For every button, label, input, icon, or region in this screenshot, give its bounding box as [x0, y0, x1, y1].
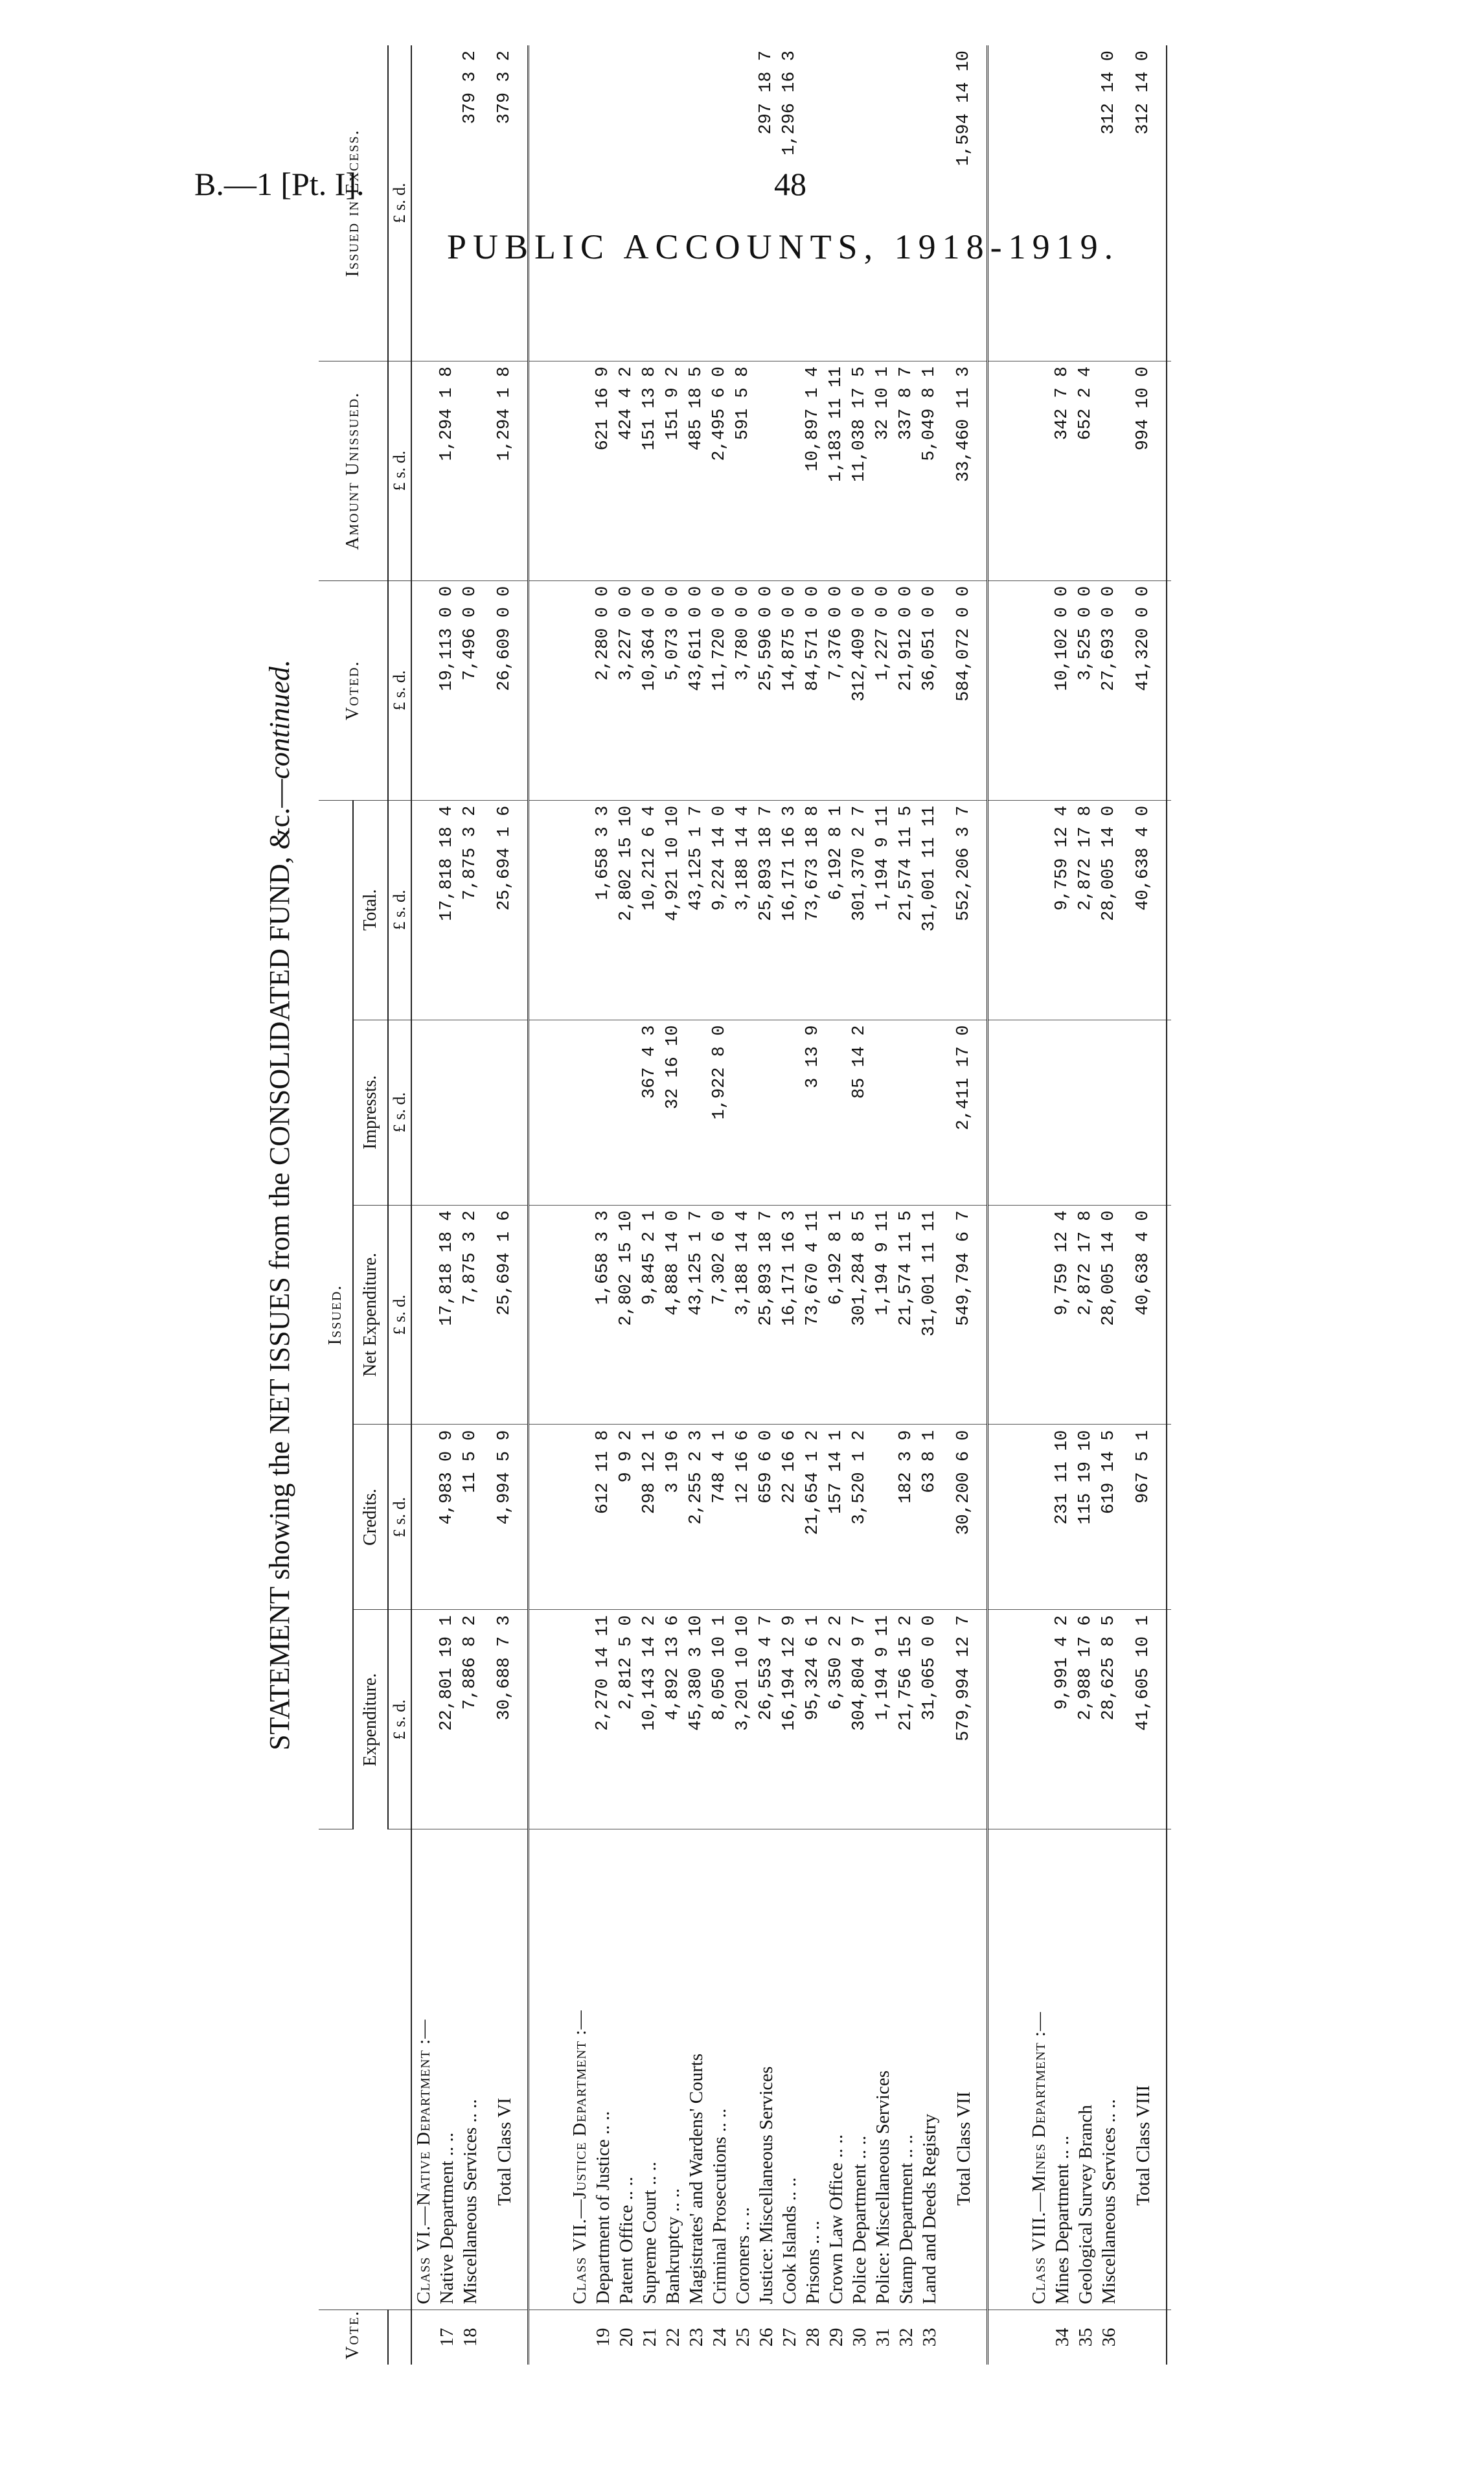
vote-number: 30: [849, 2328, 870, 2347]
class-vi-body: [411, 45, 529, 2365]
vote-row: [708, 45, 731, 2365]
expenditure-cell: 4,892 13 6: [661, 1610, 685, 1829]
vote-number: 36: [1098, 2328, 1119, 2347]
voted-cell: 1,227 0 0: [871, 580, 895, 800]
class-total-label: Total Class VII: [941, 1829, 988, 2309]
vote-row: [435, 45, 459, 2365]
vote-number: 19: [592, 2328, 613, 2347]
excess-cell: [1074, 45, 1097, 361]
voted-cell: 25,596 0 0: [755, 580, 778, 800]
voted-cell: 3,780 0 0: [731, 580, 755, 800]
net-expenditure-cell: 28,005 14 0: [1097, 1205, 1121, 1425]
credits-cell: 30,200 6 0: [941, 1425, 988, 1610]
net-expenditure-cell: 9,759 12 4: [1051, 1205, 1074, 1425]
vote-cell: [411, 2309, 435, 2365]
impressts-cell: 1,922 8 0: [708, 1020, 731, 1205]
net-expenditure-cell: 25,893 18 7: [755, 1205, 778, 1425]
net-expenditure-cell: 3,188 14 4: [731, 1205, 755, 1425]
expenditure-header: Expenditure.: [353, 1610, 388, 1829]
issued-header: Issued.: [319, 800, 353, 1829]
voted-cell: 14,875 0 0: [778, 580, 801, 800]
credits-cell: 3,520 1 2: [848, 1425, 871, 1610]
total-cell: 552,206 3 7: [941, 800, 988, 1020]
spacer-row: [988, 45, 1028, 2365]
class-heading: Class VII.—Justice Department :—: [568, 1829, 591, 2309]
vote-row: [661, 45, 685, 2365]
service-name: Native Department .. ..: [435, 1829, 459, 2309]
class-heading-row: [411, 45, 435, 2365]
credits-cell: 4,994 5 9: [482, 1425, 529, 1610]
units-cell: £ s. d.: [388, 1425, 411, 1610]
total-cell: 301,370 2 7: [848, 800, 871, 1020]
units-cell: £ s. d.: [388, 1610, 411, 1829]
total-cell: 10,212 6 4: [638, 800, 661, 1020]
voted-cell: 11,720 0 0: [708, 580, 731, 800]
vote-number: 20: [615, 2328, 637, 2347]
total-cell: 17,818 18 4: [435, 800, 459, 1020]
unissued-cell: 337 8 7: [895, 361, 918, 580]
vote-row: [1097, 45, 1121, 2365]
net-expenditure-cell: 40,638 4 0: [1121, 1205, 1167, 1425]
service-name: Mines Department .. ..: [1051, 1829, 1074, 2309]
vote-row: [638, 45, 661, 2365]
net-expenditure-cell: 7,302 6 0: [708, 1205, 731, 1425]
unissued-cell: 424 4 2: [615, 361, 638, 580]
voted-cell: 27,693 0 0: [1097, 580, 1121, 800]
net-expenditure-cell: 1,194 9 11: [871, 1205, 895, 1425]
service-name: Patent Office .. ..: [615, 1829, 638, 2309]
expenditure-cell: 22,801 19 1: [435, 1610, 459, 1829]
credits-cell: 9 9 2: [615, 1425, 638, 1610]
unissued-cell: [1097, 361, 1121, 580]
excess-cell: 312 14 0: [1097, 45, 1121, 361]
units-cell: £ s. d.: [388, 1020, 411, 1205]
net-expenditure-cell: 43,125 1 7: [685, 1205, 708, 1425]
service-name: Magistrates' and Wardens' Courts: [685, 1829, 708, 2309]
vote-number: 28: [802, 2328, 823, 2347]
excess-cell: 379 3 2: [459, 45, 482, 361]
voted-cell: 19,113 0 0: [435, 580, 459, 800]
unissued-cell: 10,897 1 4: [801, 361, 825, 580]
net-issues-table: [319, 45, 1171, 2365]
voted-cell: 5,073 0 0: [661, 580, 685, 800]
voted-cell: 584,072 0 0: [941, 580, 988, 800]
total-cell: 40,638 4 0: [1121, 800, 1167, 1020]
unissued-cell: [755, 361, 778, 580]
expenditure-cell: 2,270 14 11: [591, 1610, 615, 1829]
expenditure-cell: 31,065 0 0: [918, 1610, 941, 1829]
vote-number: 35: [1075, 2328, 1096, 2347]
net-expenditure-header: Net Expenditure.: [353, 1205, 388, 1425]
impressts-cell: 2,411 17 0: [941, 1020, 988, 1205]
net-expenditure-cell: 549,794 6 7: [941, 1205, 988, 1425]
voted-cell: 7,496 0 0: [459, 580, 482, 800]
expenditure-cell: 6,350 2 2: [825, 1610, 848, 1829]
class-total-row: [941, 45, 988, 2365]
expenditure-cell: 45,380 3 10: [685, 1610, 708, 1829]
total-cell: 9,759 12 4: [1051, 800, 1074, 1020]
service-name: Police Department .. ..: [848, 1829, 871, 2309]
vote-number: 17: [436, 2328, 457, 2347]
excess-cell: [591, 45, 615, 361]
total-cell: 2,872 17 8: [1074, 800, 1097, 1020]
vote-row: [895, 45, 918, 2365]
excess-cell: [895, 45, 918, 361]
vote-cell: [941, 2309, 988, 2365]
expenditure-cell: 95,324 6 1: [801, 1610, 825, 1829]
vote-row: [615, 45, 638, 2365]
expenditure-cell: 41,605 10 1: [1121, 1610, 1167, 1829]
net-expenditure-cell: 301,284 8 5: [848, 1205, 871, 1425]
service-name: Justice: Miscellaneous Services: [755, 1829, 778, 2309]
impressts-cell: [685, 1020, 708, 1205]
unissued-cell: 1,294 1 8: [482, 361, 529, 580]
class-heading-row: [1027, 45, 1051, 2365]
voted-cell: 3,227 0 0: [615, 580, 638, 800]
excess-cell: [661, 45, 685, 361]
service-name: Department of Justice .. ..: [591, 1829, 615, 2309]
voted-cell: 10,364 0 0: [638, 580, 661, 800]
excess-cell: [638, 45, 661, 361]
impressts-cell: [731, 1020, 755, 1205]
credits-cell: 11 5 0: [459, 1425, 482, 1610]
spacer-row: [529, 45, 569, 2365]
vote-row: [778, 45, 801, 2365]
page-number: 48: [774, 166, 806, 202]
total-cell: 31,001 11 11: [918, 800, 941, 1020]
vote-cell: [568, 2309, 591, 2365]
impressts-cell: [459, 1020, 482, 1205]
voted-cell: 21,912 0 0: [895, 580, 918, 800]
impressts-cell: 85 14 2: [848, 1020, 871, 1205]
credits-cell: 748 4 1: [708, 1425, 731, 1610]
vote-cell: [1121, 2309, 1167, 2365]
expenditure-cell: 26,553 4 7: [755, 1610, 778, 1829]
unissued-cell: 1,183 11 11: [825, 361, 848, 580]
credits-cell: 22 16 6: [778, 1425, 801, 1610]
units-cell: [388, 2309, 411, 2365]
voted-cell: 7,376 0 0: [825, 580, 848, 800]
service-name: Supreme Court .. ..: [638, 1829, 661, 2309]
unissued-cell: 1,294 1 8: [435, 361, 459, 580]
expenditure-cell: 2,988 17 6: [1074, 1610, 1097, 1829]
issued-in-excess-header: Issued in Excess.: [319, 45, 388, 361]
credits-cell: 659 6 0: [755, 1425, 778, 1610]
units-cell: £ s. d.: [388, 361, 411, 580]
expenditure-cell: 579,994 12 7: [941, 1610, 988, 1829]
vote-cell: [482, 2309, 529, 2365]
credits-cell: 612 11 8: [591, 1425, 615, 1610]
vote-row: [825, 45, 848, 2365]
excess-cell: [615, 45, 638, 361]
expenditure-cell: 304,804 9 7: [848, 1610, 871, 1829]
class-total-label: Total Class VI: [482, 1829, 529, 2309]
credits-cell: 4,983 0 9: [435, 1425, 459, 1610]
service-name: Bankruptcy .. ..: [661, 1829, 685, 2309]
credits-cell: 12 16 6: [731, 1425, 755, 1610]
net-expenditure-cell: 16,171 16 3: [778, 1205, 801, 1425]
credits-header: Credits.: [353, 1425, 388, 1610]
voted-cell: 26,609 0 0: [482, 580, 529, 800]
net-expenditure-cell: 6,192 8 1: [825, 1205, 848, 1425]
credits-cell: 63 8 1: [918, 1425, 941, 1610]
impressts-cell: [825, 1020, 848, 1205]
impressts-cell: 367 4 3: [638, 1020, 661, 1205]
excess-cell: 1,296 16 3: [778, 45, 801, 361]
credits-cell: 298 12 1: [638, 1425, 661, 1610]
service-name: Police: Miscellaneous Services: [871, 1829, 895, 2309]
credits-cell: 115 19 10: [1074, 1425, 1097, 1610]
impressts-cell: [918, 1020, 941, 1205]
net-expenditure-cell: 25,694 1 6: [482, 1205, 529, 1425]
units-cell: £ s. d.: [388, 580, 411, 800]
vote-row: [1051, 45, 1074, 2365]
excess-cell: [918, 45, 941, 361]
credits-cell: 967 5 1: [1121, 1425, 1167, 1610]
voted-cell: 312,409 0 0: [848, 580, 871, 800]
voted-cell: 2,280 0 0: [591, 580, 615, 800]
unissued-cell: 11,038 17 5: [848, 361, 871, 580]
excess-cell: [685, 45, 708, 361]
vote-number: 34: [1051, 2328, 1073, 2347]
vote-number: 29: [825, 2328, 847, 2347]
vote-number: 22: [662, 2328, 683, 2347]
service-name: Stamp Department .. ..: [895, 1829, 918, 2309]
unissued-cell: 621 16 9: [591, 361, 615, 580]
page-reference: B.—1 [Pt. I].: [194, 166, 365, 202]
impressts-cell: [435, 1020, 459, 1205]
statement-title: [254, 39, 306, 2371]
vote-row: [871, 45, 895, 2365]
vote-row: [848, 45, 871, 2365]
credits-cell: 231 11 10: [1051, 1425, 1074, 1610]
expenditure-cell: 7,886 8 2: [459, 1610, 482, 1829]
service-name: Coroners .. ..: [731, 1829, 755, 2309]
total-cell: 1,658 3 3: [591, 800, 615, 1020]
class-total-row: [1121, 45, 1167, 2365]
vote-row: [1074, 45, 1097, 2365]
excess-cell: 379 3 2: [482, 45, 529, 361]
voted-cell: 41,320 0 0: [1121, 580, 1167, 800]
net-expenditure-cell: 31,001 11 11: [918, 1205, 941, 1425]
net-expenditure-cell: 73,670 4 11: [801, 1205, 825, 1425]
vote-number: 26: [755, 2328, 777, 2347]
total-cell: 2,802 15 10: [615, 800, 638, 1020]
total-cell: 73,673 18 8: [801, 800, 825, 1020]
expenditure-cell: 10,143 14 2: [638, 1610, 661, 1829]
excess-cell: 297 18 7: [755, 45, 778, 361]
service-name: Miscellaneous Services .. ..: [459, 1829, 482, 2309]
vote-number: 23: [685, 2328, 707, 2347]
unissued-cell: 342 7 8: [1051, 361, 1074, 580]
total-cell: 3,188 14 4: [731, 800, 755, 1020]
total-cell: 6,192 8 1: [825, 800, 848, 1020]
voted-cell: 10,102 0 0: [1051, 580, 1074, 800]
unissued-cell: 652 2 4: [1074, 361, 1097, 580]
impressts-cell: 3 13 9: [801, 1020, 825, 1205]
excess-cell: 312 14 0: [1121, 45, 1167, 361]
vote-cell: [1027, 2309, 1051, 2365]
vote-number: 27: [779, 2328, 800, 2347]
net-expenditure-cell: 4,888 14 0: [661, 1205, 685, 1425]
statement-title-continued: continued.: [264, 659, 295, 779]
total-cell: 25,893 18 7: [755, 800, 778, 1020]
service-name: Miscellaneous Services .. ..: [1097, 1829, 1121, 2309]
impressts-header: Impressts.: [353, 1020, 388, 1205]
service-name: Land and Deeds Registry: [918, 1829, 941, 2309]
class-vii-body: [529, 45, 988, 2365]
net-expenditure-cell: 2,872 17 8: [1074, 1205, 1097, 1425]
credits-cell: 157 14 1: [825, 1425, 848, 1610]
net-expenditure-cell: 21,574 11 5: [895, 1205, 918, 1425]
total-cell: 28,005 14 0: [1097, 800, 1121, 1020]
net-expenditure-cell: 17,818 18 4: [435, 1205, 459, 1425]
excess-cell: [801, 45, 825, 361]
voted-header: Voted.: [319, 580, 388, 800]
unissued-cell: 994 10 0: [1121, 361, 1167, 580]
total-cell: 43,125 1 7: [685, 800, 708, 1020]
unissued-cell: 151 13 8: [638, 361, 661, 580]
expenditure-cell: 3,201 10 10: [731, 1610, 755, 1829]
excess-cell: 1,594 14 10: [941, 45, 988, 361]
impressts-cell: [1121, 1020, 1167, 1205]
service-name: Geological Survey Branch: [1074, 1829, 1097, 2309]
vote-row: [755, 45, 778, 2365]
impressts-cell: [778, 1020, 801, 1205]
expenditure-cell: 9,991 4 2: [1051, 1610, 1074, 1829]
vote-header: Vote.: [319, 2309, 388, 2365]
service-name: Cook Islands .. ..: [778, 1829, 801, 2309]
excess-cell: [848, 45, 871, 361]
impressts-cell: [1051, 1020, 1074, 1205]
total-header: Total.: [353, 800, 388, 1020]
units-cell: £ s. d.: [388, 1205, 411, 1425]
amount-unissued-header: Amount Unissued.: [319, 361, 388, 580]
expenditure-cell: 2,812 5 0: [615, 1610, 638, 1829]
unissued-cell: 33,460 11 3: [941, 361, 988, 580]
excess-cell: [731, 45, 755, 361]
vote-row: [801, 45, 825, 2365]
excess-cell: [708, 45, 731, 361]
class-total-row: [482, 45, 529, 2365]
unissued-cell: 485 18 5: [685, 361, 708, 580]
rotated-statement: [254, 39, 1368, 2371]
vote-number: 21: [639, 2328, 660, 2347]
vote-number: 24: [709, 2328, 730, 2347]
class-total-label: Total Class VIII: [1121, 1829, 1167, 2309]
credits-cell: 2,255 2 3: [685, 1425, 708, 1610]
net-expenditure-cell: 2,802 15 10: [615, 1205, 638, 1425]
voted-cell: 3,525 0 0: [1074, 580, 1097, 800]
vote-number: 32: [895, 2328, 917, 2347]
impressts-cell: [591, 1020, 615, 1205]
unissued-cell: 2,495 6 0: [708, 361, 731, 580]
total-cell: 25,694 1 6: [482, 800, 529, 1020]
excess-cell: [1051, 45, 1074, 361]
expenditure-cell: 21,756 15 2: [895, 1610, 918, 1829]
impressts-cell: [871, 1020, 895, 1205]
units-cell: £ s. d.: [388, 800, 411, 1020]
impressts-cell: [482, 1020, 529, 1205]
class-heading: Class VIII.—Mines Department :—: [1027, 1829, 1051, 2309]
vote-row: [731, 45, 755, 2365]
total-cell: 16,171 16 3: [778, 800, 801, 1020]
class-heading-row: [568, 45, 591, 2365]
vote-row: [918, 45, 941, 2365]
statement-title-text: STATEMENT showing the NET ISSUES from the CONSOLIDATED FUND, &c.—: [264, 779, 295, 1750]
total-cell: 1,194 9 11: [871, 800, 895, 1020]
impressts-cell: [1097, 1020, 1121, 1205]
vote-number: 33: [919, 2328, 940, 2347]
credits-cell: [871, 1425, 895, 1610]
total-cell: 9,224 14 0: [708, 800, 731, 1020]
expenditure-cell: 16,194 12 9: [778, 1610, 801, 1829]
expenditure-cell: 1,194 9 11: [871, 1610, 895, 1829]
header-row-top: [319, 45, 353, 2365]
vote-row: [591, 45, 615, 2365]
excess-cell: [435, 45, 459, 361]
vote-number: 31: [872, 2328, 893, 2347]
impressts-cell: [1074, 1020, 1097, 1205]
service-header: [319, 1829, 411, 2309]
vote-number: 18: [459, 2328, 481, 2347]
voted-cell: 43,611 0 0: [685, 580, 708, 800]
credits-cell: 182 3 9: [895, 1425, 918, 1610]
unissued-cell: 32 10 1: [871, 361, 895, 580]
vote-row: [459, 45, 482, 2365]
credits-cell: 3 19 6: [661, 1425, 685, 1610]
vote-number: 25: [732, 2328, 753, 2347]
service-name: Criminal Prosecutions .. ..: [708, 1829, 731, 2309]
units-cell: £ s. d.: [388, 45, 411, 361]
credits-cell: 21,654 1 2: [801, 1425, 825, 1610]
unissued-cell: 151 9 2: [661, 361, 685, 580]
voted-cell: 84,571 0 0: [801, 580, 825, 800]
unissued-cell: [459, 361, 482, 580]
net-expenditure-cell: 7,875 3 2: [459, 1205, 482, 1425]
service-name: Crown Law Office .. ..: [825, 1829, 848, 2309]
impressts-cell: 32 16 10: [661, 1020, 685, 1205]
impressts-cell: [895, 1020, 918, 1205]
impressts-cell: [615, 1020, 638, 1205]
credits-cell: 619 14 5: [1097, 1425, 1121, 1610]
impressts-cell: [755, 1020, 778, 1205]
excess-cell: [871, 45, 895, 361]
net-expenditure-cell: 1,658 3 3: [591, 1205, 615, 1425]
total-cell: 7,875 3 2: [459, 800, 482, 1020]
vote-row: [685, 45, 708, 2365]
running-title: PUBLIC ACCOUNTS, 1918-1919.: [447, 227, 1120, 266]
expenditure-cell: 28,625 8 5: [1097, 1610, 1121, 1829]
total-cell: 4,921 10 10: [661, 800, 685, 1020]
expenditure-cell: 30,688 7 3: [482, 1610, 529, 1829]
net-expenditure-cell: 9,845 2 1: [638, 1205, 661, 1425]
total-cell: 21,574 11 5: [895, 800, 918, 1020]
class-heading: Class VI.—Native Department :—: [411, 1829, 435, 2309]
service-name: Prisons .. ..: [801, 1829, 825, 2309]
unissued-cell: 591 5 8: [731, 361, 755, 580]
excess-cell: [825, 45, 848, 361]
voted-cell: 36,051 0 0: [918, 580, 941, 800]
table-bottom-rule: [1167, 45, 1171, 2365]
expenditure-cell: 8,050 10 1: [708, 1610, 731, 1829]
class-viii-body: [988, 45, 1167, 2365]
unissued-cell: 5,049 8 1: [918, 361, 941, 580]
unissued-cell: [778, 361, 801, 580]
